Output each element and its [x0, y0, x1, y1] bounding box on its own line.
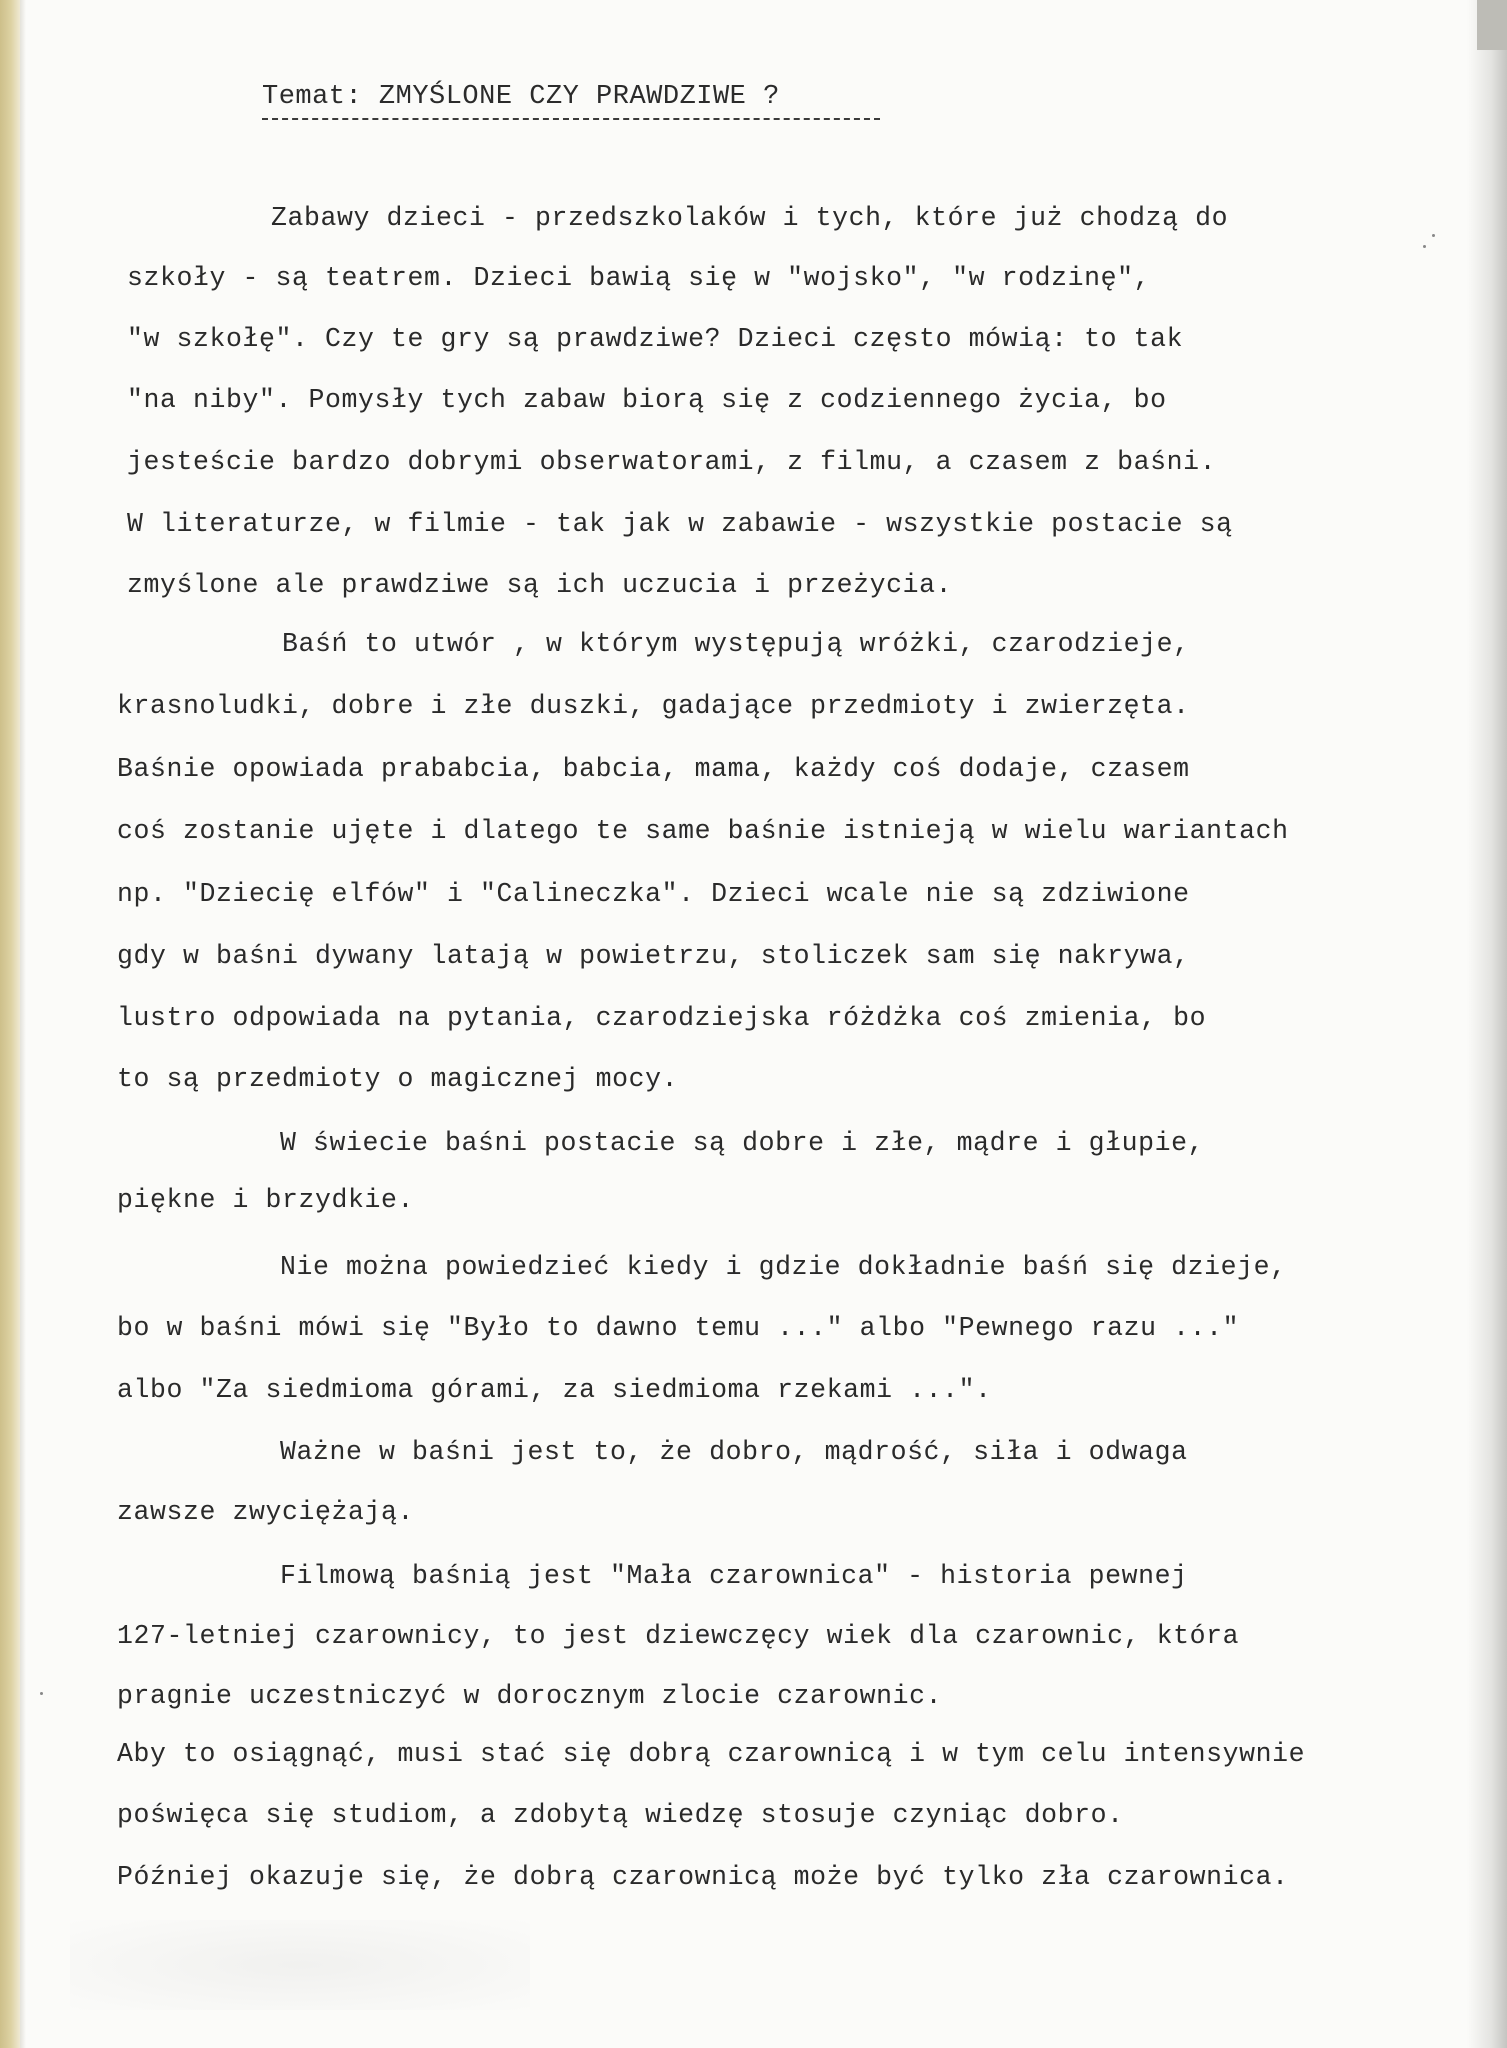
text-line: Później okazuje się, że dobrą czarownicą może być tylko zła czarownica.	[117, 1862, 1289, 1892]
document-title: Temat: ZMYŚLONE CZY PRAWDZIWE ?	[262, 82, 780, 112]
paper-speck	[40, 1692, 43, 1695]
paper-speck	[1423, 245, 1426, 248]
text-line: lustro odpowiada na pytania, czarodziejska różdżka coś zmienia, bo	[117, 1003, 1207, 1033]
text-line: krasnoludki, dobre i złe duszki, gadające przedmioty i zwierzęta.	[117, 691, 1190, 721]
binding-shadow	[20, 0, 26, 2048]
text-line: 127-letniej czarownicy, to jest dziewczęcy wiek dla czarownic, która	[117, 1621, 1240, 1651]
text-line: Ważne w baśni jest to, że dobro, mądrość, siła i odwaga	[280, 1437, 1188, 1467]
text-line: to są przedmioty o magicznej mocy.	[117, 1064, 679, 1094]
text-line: Filmową baśnią jest "Mała czarownica" - historia pewnej	[280, 1561, 1188, 1591]
text-line: "na niby". Pomysły tych zabaw biorą się z codziennego życia, bo	[127, 385, 1167, 415]
text-line: poświęca się studiom, a zdobytą wiedzę stosuje czyniąc dobro.	[117, 1800, 1124, 1830]
text-line: W literaturze, w filmie - tak jak w zabawie - wszystkie postacie są	[127, 509, 1233, 539]
paper-speck	[1432, 234, 1435, 237]
text-line: coś zostanie ujęte i dlatego te same baśnie istnieją w wielu wariantach	[117, 816, 1289, 846]
paper-edge	[1467, 0, 1507, 2048]
text-line: bo w baśni mówi się "Było to dawno temu ..." albo "Pewnego razu ..."	[117, 1313, 1240, 1343]
show-through-smudge	[70, 1920, 530, 2010]
text-line: szkoły - są teatrem. Dzieci bawią się w "wojsko", "w rodzinę",	[127, 263, 1151, 293]
text-line: gdy w baśni dywany latają w powietrzu, stoliczek sam się nakrywa,	[117, 941, 1190, 971]
text-line: Zabawy dzieci - przedszkolaków i tych, które już chodzą do	[271, 203, 1229, 233]
paper-corner	[1477, 0, 1507, 50]
binding-strip	[0, 0, 20, 2048]
text-line: "w szkołę". Czy te gry są prawdziwe? Dzieci często mówią: to tak	[127, 324, 1184, 354]
title-underline	[262, 118, 880, 120]
text-line: W świecie baśni postacie są dobre i złe, mądre i głupie,	[280, 1128, 1205, 1158]
text-line: jesteście bardzo dobrymi obserwatorami, z filmu, a czasem z baśni.	[127, 447, 1217, 477]
text-line: piękne i brzydkie.	[117, 1185, 415, 1215]
text-line: Nie można powiedzieć kiedy i gdzie dokładnie baśń się dzieje,	[280, 1252, 1287, 1282]
text-line: pragnie uczestniczyć w dorocznym zlocie czarownic.	[117, 1681, 943, 1711]
text-line: zawsze zwyciężają.	[117, 1497, 415, 1527]
text-line: albo "Za siedmioma górami, za siedmioma rzekami ...".	[117, 1375, 992, 1405]
text-line: zmyślone ale prawdziwe są ich uczucia i przeżycia.	[127, 570, 953, 600]
text-line: Baśnie opowiada prababcia, babcia, mama, każdy coś dodaje, czasem	[117, 754, 1190, 784]
text-line: Baśń to utwór , w którym występują wróżki, czarodzieje,	[282, 629, 1190, 659]
text-line: np. "Dziecię elfów" i "Calineczka". Dzieci wcale nie są zdziwione	[117, 879, 1190, 909]
text-line: Aby to osiągnąć, musi stać się dobrą czarownicą i w tym celu intensywnie	[117, 1739, 1306, 1769]
